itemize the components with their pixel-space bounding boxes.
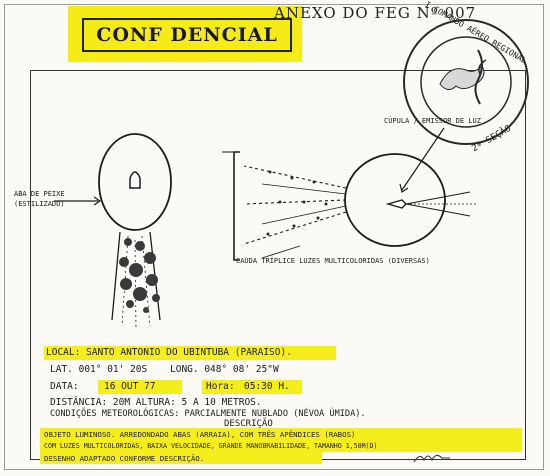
fin-label-sub: (ESTILIZADO) bbox=[14, 200, 65, 208]
seal-text-top: I COMANDO AÉREO REGIONAL bbox=[423, 0, 529, 66]
report-date-value: 16 OUT 77 bbox=[104, 381, 156, 392]
report-desc-line3: DESENHO ADAPTADO CONFORME DESCRIÇÃO. bbox=[44, 454, 205, 463]
report-date-label: DATA: bbox=[50, 381, 79, 392]
confidential-stamp: CONF DENCIAL bbox=[82, 18, 292, 52]
tail-light-dots bbox=[267, 171, 328, 236]
side-view-object bbox=[222, 128, 476, 260]
report-long: LONG. 048° 08' 25"W bbox=[170, 364, 279, 375]
tail-label: CAUDA TRÍPLICE LUZES MULTICOLORIDAS (DIVERSAS) bbox=[236, 257, 430, 265]
report-desc-line1: OBJETO LUMINOSO. ARREDONDADO ABAS (ARRAIA), COM TRÊS APÊNDICES (RABOS) bbox=[44, 430, 356, 439]
seal-text-bottom: 2ª SEÇÃO bbox=[470, 123, 513, 155]
dome-label: CÚPULA / EMISSOR DE LUZ bbox=[384, 117, 481, 125]
report-desc-line2: COM LUZES MULTICOLORIDAS, BAIXA VELOCIDADE, GRANDE MANOBRABILIDADE, TAMANHO 1,50M(D) bbox=[44, 442, 378, 450]
fin-label: ABA DE PEIXE bbox=[14, 190, 65, 198]
report-conditions: CONDIÇÕES METEOROLÓGICAS: PARCIALMENTE NUBLADO (NÉVOA ÚMIDA). bbox=[50, 409, 366, 419]
annex-reference: ANEXO DO FEG Nº 007 bbox=[274, 4, 477, 22]
signature bbox=[414, 455, 450, 462]
report-local: LOCAL: SANTO ANTONIO DO UBINTUBA (PARAISO). bbox=[46, 347, 292, 358]
report-hour-value: 05:30 H. bbox=[244, 381, 290, 392]
light-cloud bbox=[119, 238, 160, 313]
report-distance: DISTÂNCIA: 20M ALTURA: 5 A 10 METROS. bbox=[50, 397, 262, 408]
report-desc-title: DESCRIÇÃO bbox=[224, 419, 273, 429]
report-lat: LAT. 001° 01' 20S bbox=[50, 364, 148, 375]
report-hour-label: Hora: bbox=[206, 381, 235, 392]
